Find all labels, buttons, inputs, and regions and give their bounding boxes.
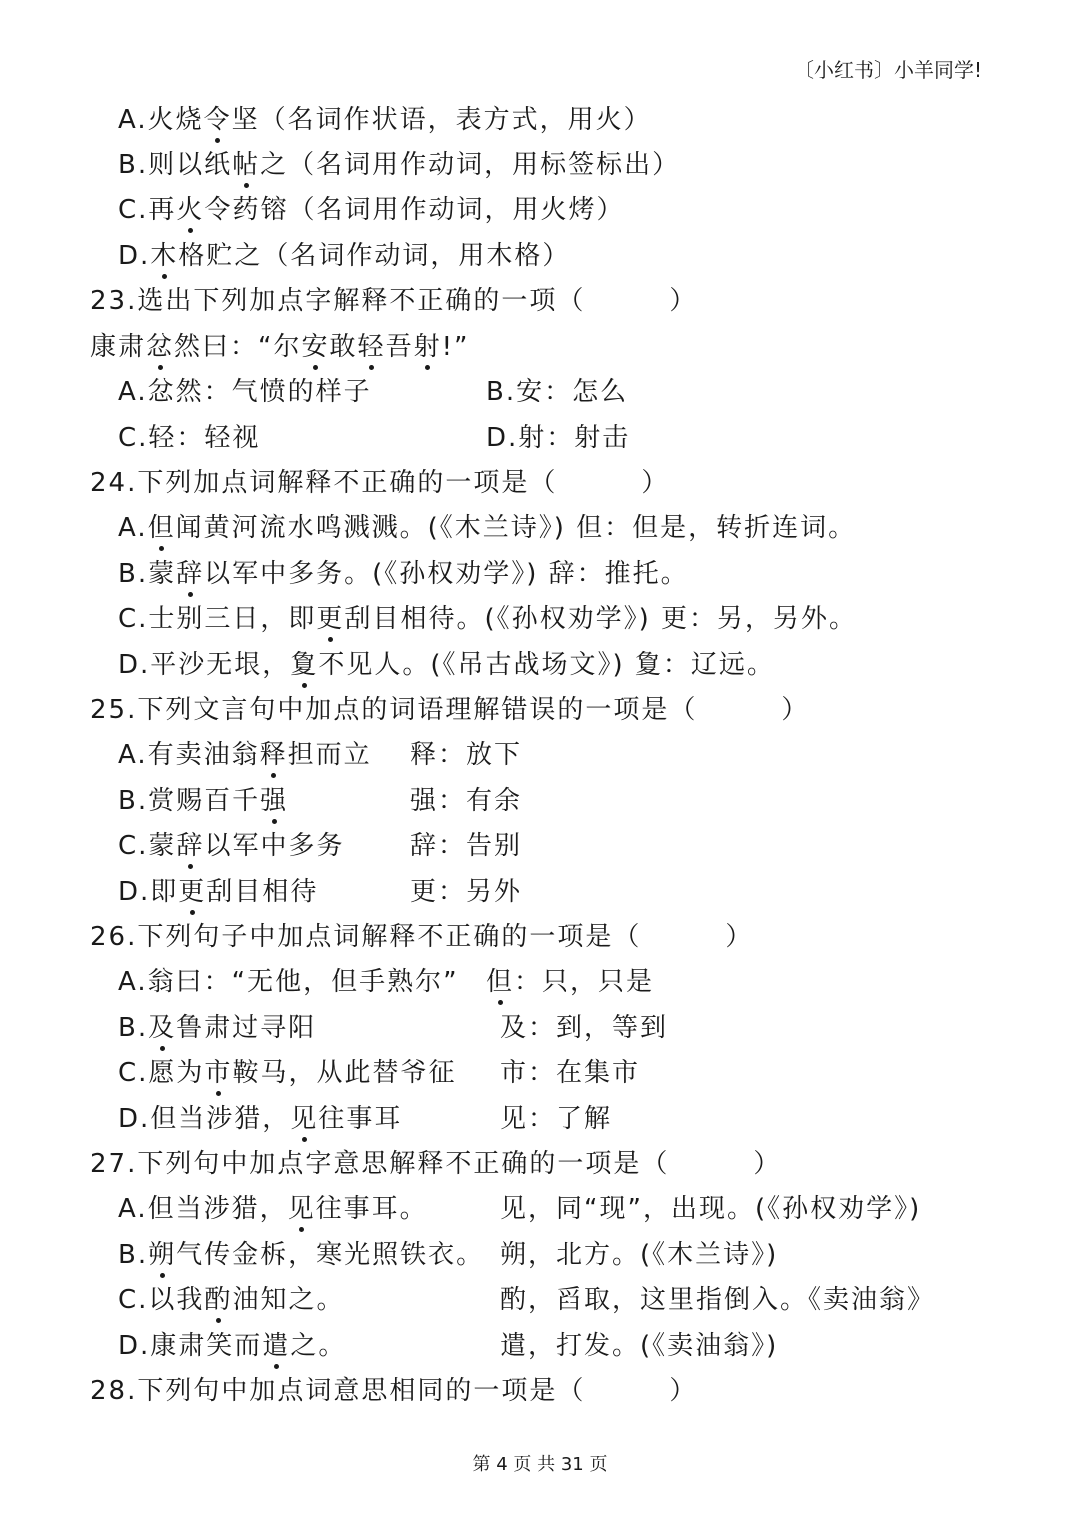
- q22-option-a: A.火烧令坚（名词作状语，表方式，用火）: [118, 100, 652, 140]
- q26-option-a: A.翁曰：“无他，但手熟尔”: [118, 967, 459, 997]
- q22-option-c: C.再火令药镕（名词用作动词，用火烤）: [118, 190, 624, 230]
- q25-option-c-explanation: 辞：告别: [410, 831, 523, 861]
- q25-stem: 25.下列文言句中加点的词语理解错误的一项是（ ）: [90, 695, 810, 725]
- q26-option-b: B.及鲁肃过寻阳: [118, 1008, 316, 1048]
- q27-option-b: B.朔气传金柝，寒光照铁衣。: [118, 1235, 484, 1275]
- q26-option-d: D.但当涉猎，见往事耳: [118, 1099, 402, 1139]
- q27-option-a: A.但当涉猎，见往事耳。: [118, 1189, 428, 1229]
- q27-option-c-explanation: 酌，舀取，这里指倒入。《卖油翁》: [500, 1285, 936, 1315]
- q26-stem: 26.下列句子中加点词解释不正确的一项是（ ）: [90, 922, 754, 952]
- q23-option-d: D.射：射击: [486, 423, 631, 453]
- q28-stem: 28.下列句中加点词意思相同的一项是（ ）: [90, 1376, 698, 1406]
- q23-stem: 23.选出下列加点字解释不正确的一项（ ）: [90, 286, 698, 316]
- q27-option-a-explanation: 见，同“现”，出现。(《孙权劝学》): [500, 1194, 922, 1224]
- q27-option-d-explanation: 遣，打发。(《卖油翁》): [500, 1331, 779, 1361]
- q25-option-c: C.蒙辞以军中多务: [118, 826, 344, 866]
- q23-option-c: C.轻：轻视: [118, 423, 261, 453]
- page-header-source: 〔小红书〕小羊同学!: [793, 58, 982, 82]
- q26-option-a-explanation: 但：只，只是: [486, 962, 654, 1002]
- q27-option-b-explanation: 朔，北方。(《木兰诗》): [500, 1240, 779, 1270]
- q25-option-d-explanation: 更：另外: [410, 877, 523, 907]
- q26-option-c: C.愿为市鞍马，从此替爷征: [118, 1053, 456, 1093]
- q23-option-a: A.忿然：气愤的样子: [118, 377, 372, 407]
- q24-stem: 24.下列加点词解释不正确的一项是（ ）: [90, 468, 670, 498]
- q25-option-b-explanation: 强：有余: [410, 786, 523, 816]
- q23-quote: 康肃忿然曰：“尔安敢轻吾射!”: [90, 327, 470, 367]
- q27-stem: 27.下列句中加点字意思解释不正确的一项是（ ）: [90, 1149, 782, 1179]
- q26-option-b-explanation: 及：到，等到: [500, 1013, 669, 1043]
- q24-option-b: B.蒙辞以军中多务。(《孙权劝学》) 辞：推托。: [118, 554, 689, 594]
- q25-option-a: A.有卖油翁释担而立: [118, 735, 372, 775]
- q24-option-d: D.平沙无垠，夐不见人。(《吊古战场文》) 夐：辽远。: [118, 645, 775, 685]
- page-number: 第 4 页 共 31 页: [472, 1454, 608, 1475]
- q27-option-c: C.以我酌油知之。: [118, 1280, 344, 1320]
- q22-option-b: B.则以纸帖之（名词用作动词，用标签标出）: [118, 145, 680, 185]
- q26-option-c-explanation: 市：在集市: [500, 1058, 641, 1088]
- q22-option-d: D.木格贮之（名词作动词，用木格）: [118, 236, 570, 276]
- q25-option-d: D.即更刮目相待: [118, 872, 318, 912]
- q25-option-b: B.赏赐百千强: [118, 781, 288, 821]
- q26-option-d-explanation: 见：了解: [500, 1104, 613, 1134]
- q24-option-c: C.士别三日，即更刮目相待。(《孙权劝学》) 更：另，另外。: [118, 599, 857, 639]
- q27-option-d: D.康肃笑而遣之。: [118, 1326, 346, 1366]
- q23-option-b: B.安：怎么: [486, 377, 629, 407]
- q24-option-a: A.但闻黄河流水鸣溅溅。(《木兰诗》) 但：但是，转折连词。: [118, 508, 856, 548]
- q25-option-a-explanation: 释：放下: [410, 740, 523, 770]
